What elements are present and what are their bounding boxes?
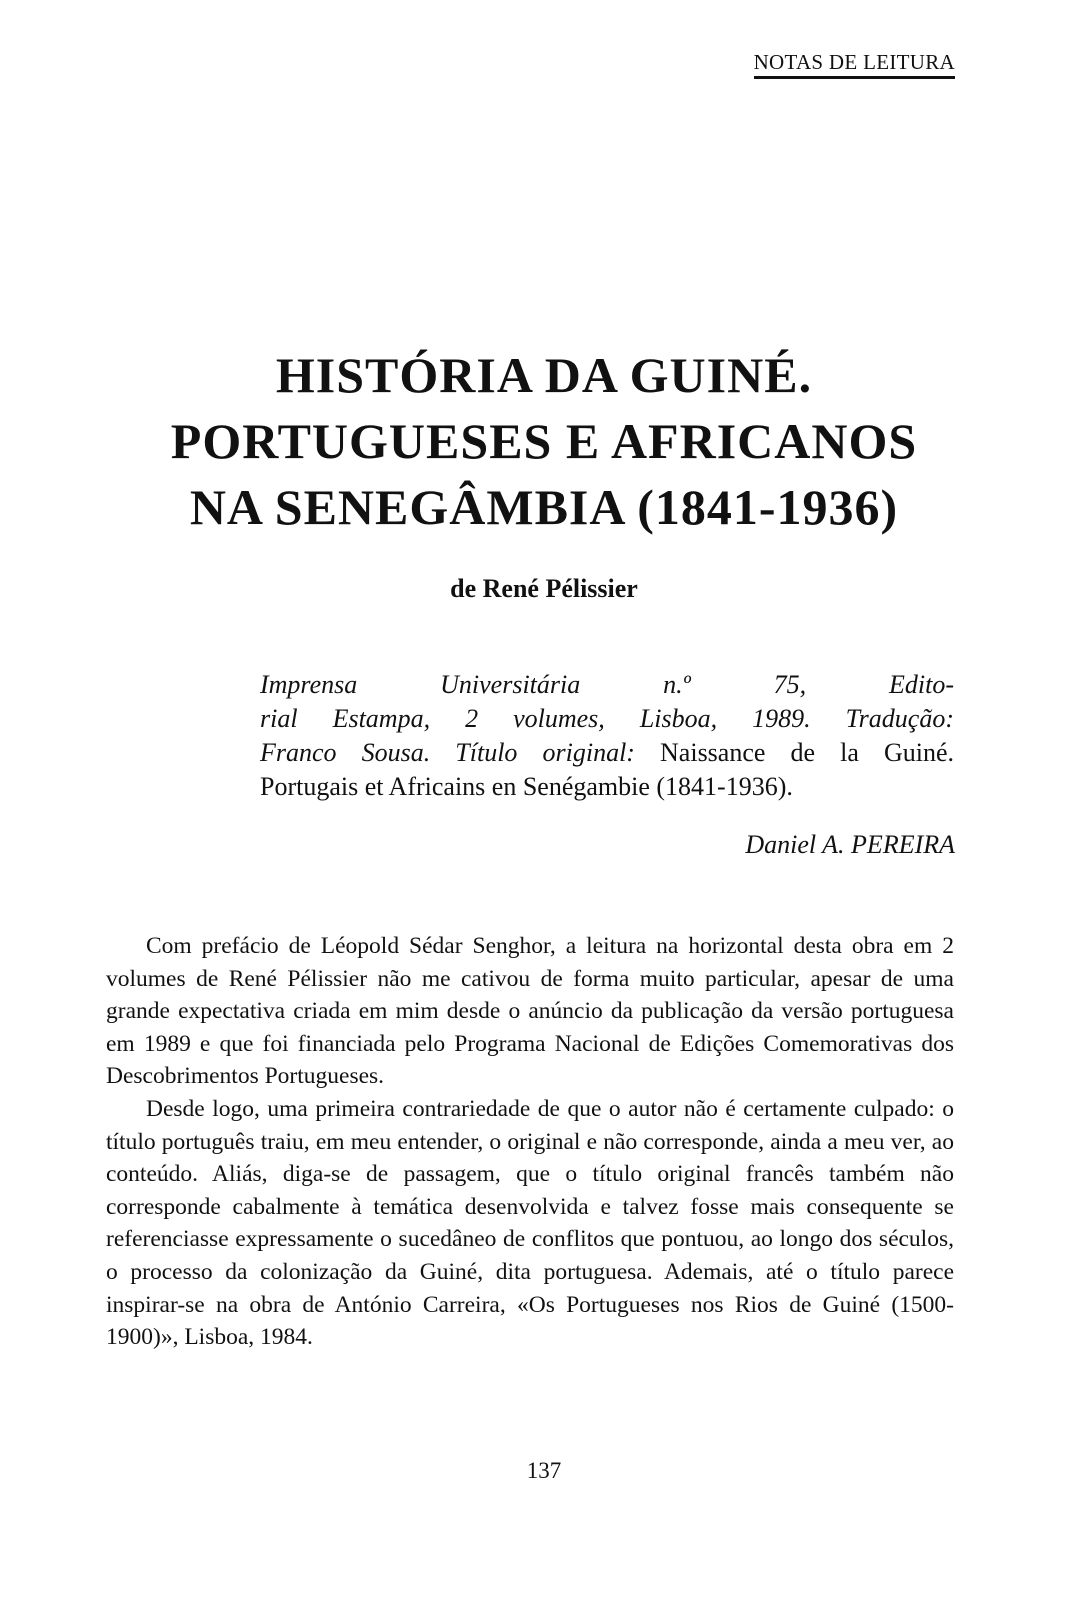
article-body [106,930,954,1354]
title-line: HISTÓRIA DA GUINÉ. [275,347,813,403]
page-number: 137 [526,1458,562,1483]
publication-info [260,668,954,804]
article-title [0,342,1088,540]
original-title: Naissance de la Guiné. [634,738,954,767]
title-line: PORTUGUESES E AFRICANOS [170,413,918,469]
publication-line: Imprensa Universitária n.º 75, Edito- [260,670,954,699]
reviewer-name: Daniel A. PEREIRA [745,830,955,859]
body-paragraph: Desde logo, uma primeira contrariedade de que o autor não é certamente culpado: o título português traiu, em meu entender, o original e não corresponde, ainda a meu ver, ao conteúdo. Aliás, diga-se de passagem, que o título original francês também não corresponde cabalmente à temática desenvolvida e talvez fosse mais consequente se referenciasse expressamente o sucedâneo de conflitos que pontuou, ao longo dos séculos, o processo da colonização da Guiné, dita portuguesa. Ademais, até o título parece inspirar-se na obra de António Carreira, «Os Portugueses nos Rios de Guiné (1500-1900)», Lisboa, 1984. [106,1095,954,1351]
body-paragraph: Com prefácio de Léopold Sédar Senghor, a leitura na horizontal desta obra em 2 volumes de René Pélissier não me cativou de forma muito particular, apesar de uma grande expectativa criada em mim desde o anúncio da publicação da versão portuguesa em 1989 e que foi financiada pelo Programa Nacional de Edições Comemorativas dos Descobrimentos Portugueses. [106,933,954,1090]
publication-line: rial Estampa, 2 volumes, Lisboa, 1989. Tradução: [260,704,954,733]
title-line: NA SENEGÂMBIA (1841-1936) [189,479,899,535]
publication-line: Portugais et Africains en Senégambie (1841-1936). [260,772,793,801]
running-head: NOTAS DE LEITURA [754,52,955,79]
book-author: de René Pélissier [450,574,638,603]
publication-line-italic: Franco Sousa. Título original: [260,738,635,767]
